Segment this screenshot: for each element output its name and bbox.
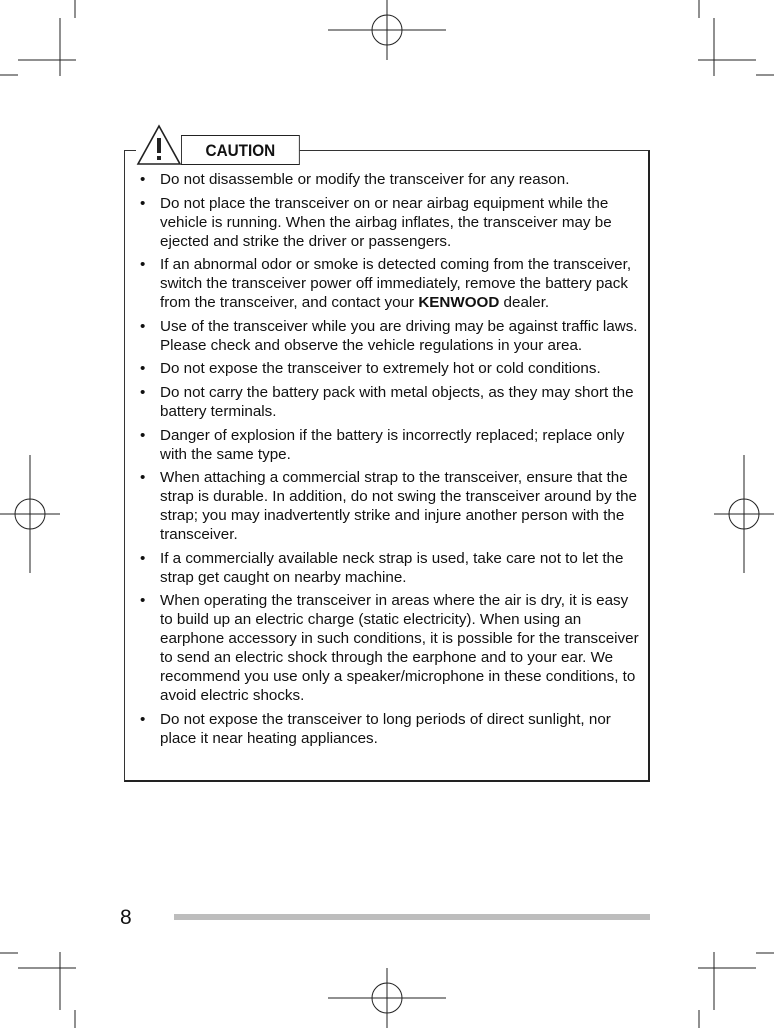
bullet: • <box>140 194 146 212</box>
bullet: • <box>140 360 146 378</box>
list-item: • If a commercially available neck strap is used, take care not to let the strap get caught on nearby machine. <box>140 549 624 586</box>
brand-name: KENWOOD <box>418 294 500 312</box>
list-item: • Use of the transceiver while you are driving may be against traffic laws. Please check and observe the vehicle regulations in your area. <box>140 317 638 354</box>
list-item: • Do not carry the battery pack with metal objects, as they may short the battery terminals. <box>140 383 634 420</box>
bullet: • <box>140 549 146 567</box>
list-item: • When attaching a commercial strap to the transceiver, ensure that the strap is durable. In addition, do not swing the transceiver around by the strap; you may inadvertently strike and injure another person with the transceiver. <box>140 469 638 544</box>
bullet: • <box>140 426 146 444</box>
page-number: 8 <box>120 906 132 929</box>
list-item: • If an abnormal odor or smoke is detected coming from the transceiver, switch the transceiver power off immediately, remove the battery pack from the transceiver, and contact your KENWOOD dealer. <box>140 256 632 312</box>
bullet: • <box>140 469 146 487</box>
bullet: • <box>140 592 146 610</box>
caution-list <box>136 170 642 753</box>
list-item: • Do not expose the transceiver to long periods of direct sunlight, nor place it near heating appliances. <box>140 710 611 747</box>
bullet: • <box>140 383 146 401</box>
caution-label: CAUTION <box>181 135 300 165</box>
list-item: • Do not disassemble or modify the transceiver for any reason. <box>140 171 570 188</box>
page-footer-bar <box>174 914 650 920</box>
list-item: • Do not expose the transceiver to extremely hot or cold conditions. <box>140 360 601 378</box>
bullet: • <box>140 256 146 274</box>
warning-triangle-icon <box>136 124 182 166</box>
list-item: • Danger of explosion if the battery is incorrectly replaced; replace only with the same type. <box>140 426 625 463</box>
list-item: • Do not place the transceiver on or near airbag equipment while the vehicle is running. When the airbag inflates, the transceiver may be ejected and strike the driver or passengers. <box>140 194 612 250</box>
bullet: • <box>140 171 146 188</box>
list-item: • When operating the transceiver in areas where the air is dry, it is easy to build up an electric charge (static electricity). When using an earphone accessory in such conditions, it is possible for the transceiver to send an electric shock through the earphone and to your ear. We recommend you use only a speaker/microphone in these conditions, to avoid electric shocks. <box>140 592 639 705</box>
bullet: • <box>140 710 146 728</box>
bullet: • <box>140 317 146 335</box>
